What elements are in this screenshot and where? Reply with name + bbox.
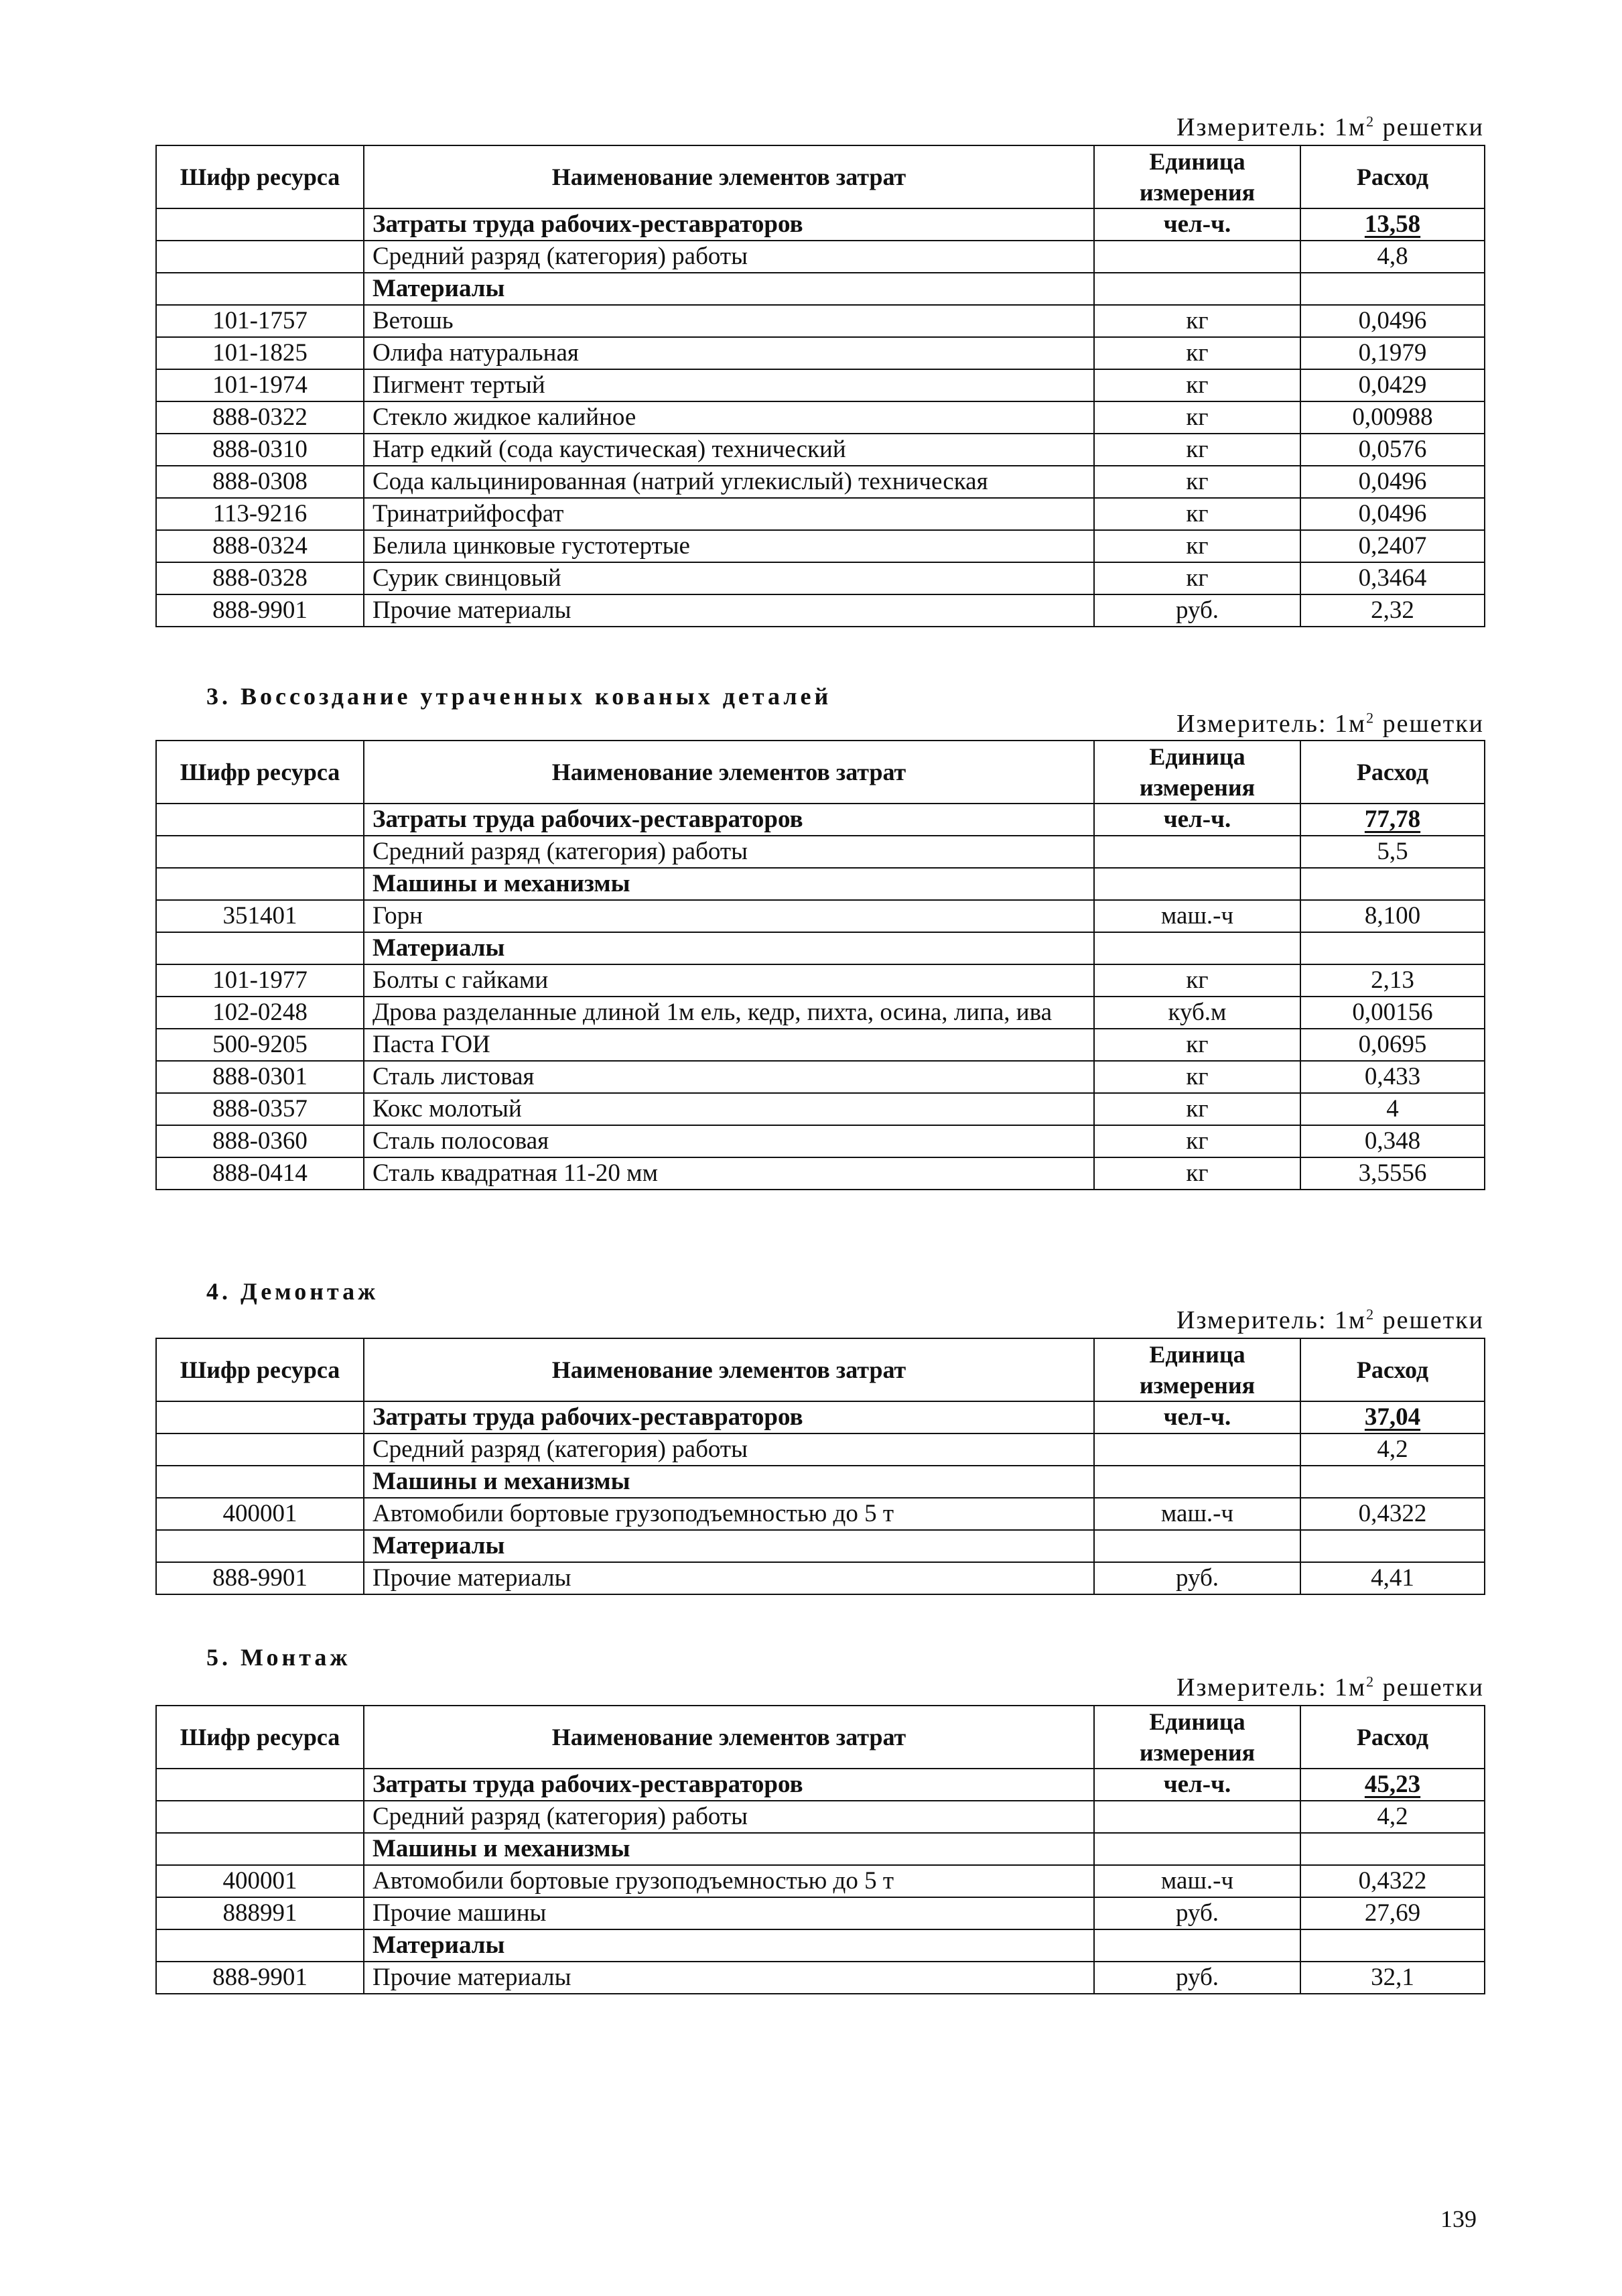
cell-code: 888-0324 <box>156 530 364 562</box>
table-header-row <box>156 741 1485 804</box>
cell-amount <box>1300 1466 1485 1498</box>
cell-code: 113-9216 <box>156 498 364 530</box>
resource-table <box>155 145 1485 627</box>
table-row <box>156 1929 1485 1962</box>
cell-amount: 0,0429 <box>1300 369 1485 401</box>
cell-code: 500-9205 <box>156 1029 364 1061</box>
header-unit: Единица измерения <box>1094 145 1300 208</box>
cell-code <box>156 1929 364 1962</box>
table-row <box>156 1498 1485 1530</box>
cell-amount: 77,78 <box>1300 804 1485 836</box>
table-row <box>156 241 1485 273</box>
cell-name: Прочие материалы <box>364 1962 1094 1994</box>
cell-amount: 2,32 <box>1300 594 1485 627</box>
table-row <box>156 369 1485 401</box>
table-row <box>156 1833 1485 1865</box>
cell-code: 888-0328 <box>156 562 364 594</box>
cell-name: Материалы <box>364 1530 1094 1562</box>
cell-unit <box>1094 1833 1300 1865</box>
cell-name: Сталь квадратная 11-20 мм <box>364 1157 1094 1190</box>
cell-amount: 4,2 <box>1300 1433 1485 1466</box>
cell-unit <box>1094 932 1300 964</box>
table-row <box>156 997 1485 1029</box>
cell-unit <box>1094 836 1300 868</box>
cell-name: Машины и механизмы <box>364 868 1094 900</box>
table-row <box>156 1125 1485 1157</box>
cell-name: Материалы <box>364 273 1094 305</box>
cell-code <box>156 1833 364 1865</box>
cell-unit: маш.-ч <box>1094 1498 1300 1530</box>
cell-amount <box>1300 1530 1485 1562</box>
cell-amount: 45,23 <box>1300 1769 1485 1801</box>
cell-name: Сталь листовая <box>364 1061 1094 1093</box>
cell-amount: 0,0576 <box>1300 434 1485 466</box>
cell-unit <box>1094 1466 1300 1498</box>
cell-code <box>156 1801 364 1833</box>
cell-amount: 3,5556 <box>1300 1157 1485 1190</box>
cell-unit: кг <box>1094 1029 1300 1061</box>
table-row <box>156 1466 1485 1498</box>
section-title: 3. Воссоздание утраченных кованых деталей <box>206 683 832 710</box>
resource-table <box>155 1705 1485 1994</box>
table-header-row <box>156 145 1485 208</box>
cell-amount <box>1300 1833 1485 1865</box>
cell-code: 888-0310 <box>156 434 364 466</box>
cell-code: 102-0248 <box>156 997 364 1029</box>
header-code: Шифр ресурса <box>156 1338 364 1401</box>
cell-amount: 0,3464 <box>1300 562 1485 594</box>
cell-unit: чел-ч. <box>1094 208 1300 241</box>
table-row <box>156 1029 1485 1061</box>
cell-unit: руб. <box>1094 1897 1300 1929</box>
cell-amount: 4,2 <box>1300 1801 1485 1833</box>
cell-unit <box>1094 1530 1300 1562</box>
cell-name: Прочие материалы <box>364 1562 1094 1594</box>
cell-unit: кг <box>1094 401 1300 434</box>
table-row <box>156 273 1485 305</box>
cell-name: Затраты труда рабочих-реставраторов <box>364 1401 1094 1433</box>
cell-name: Олифа натуральная <box>364 337 1094 369</box>
cell-unit: кг <box>1094 964 1300 997</box>
cell-amount: 32,1 <box>1300 1962 1485 1994</box>
cell-amount: 5,5 <box>1300 836 1485 868</box>
cell-name: Машины и механизмы <box>364 1833 1094 1865</box>
cell-name: Паста ГОИ <box>364 1029 1094 1061</box>
table-header-row <box>156 1706 1485 1769</box>
cell-name: Машины и механизмы <box>364 1466 1094 1498</box>
table-row <box>156 1157 1485 1190</box>
table-row <box>156 964 1485 997</box>
table-row <box>156 466 1485 498</box>
cell-unit <box>1094 1801 1300 1833</box>
cell-unit: руб. <box>1094 1562 1300 1594</box>
header-amount: Расход <box>1300 145 1485 208</box>
cell-name: Сталь полосовая <box>364 1125 1094 1157</box>
cell-name: Автомобили бортовые грузоподъемностью до 5 т <box>364 1865 1094 1897</box>
cell-name: Натр едкий (сода каустическая) технический <box>364 434 1094 466</box>
cell-amount: 8,100 <box>1300 900 1485 932</box>
cell-code: 888-9901 <box>156 1962 364 1994</box>
cell-code <box>156 273 364 305</box>
cell-code: 101-1825 <box>156 337 364 369</box>
section-title: 4. Демонтаж <box>206 1278 379 1305</box>
cell-unit: кг <box>1094 369 1300 401</box>
cell-unit: руб. <box>1094 1962 1300 1994</box>
table-row <box>156 1769 1485 1801</box>
cell-amount: 0,0496 <box>1300 498 1485 530</box>
cell-name: Ветошь <box>364 305 1094 337</box>
cell-unit: куб.м <box>1094 997 1300 1029</box>
header-amount: Расход <box>1300 1338 1485 1401</box>
cell-unit: кг <box>1094 466 1300 498</box>
cell-code <box>156 1466 364 1498</box>
measure-unit-label: Измеритель: $1м^2$ решетки <box>1176 709 1484 738</box>
section-title: 5. Монтаж <box>206 1644 351 1671</box>
header-code: Шифр ресурса <box>156 145 364 208</box>
cell-amount: 0,00156 <box>1300 997 1485 1029</box>
cell-name: Пигмент тертый <box>364 369 1094 401</box>
table-row <box>156 208 1485 241</box>
cell-name: Средний разряд (категория) работы <box>364 1801 1094 1833</box>
cell-unit: руб. <box>1094 594 1300 627</box>
cell-unit: кг <box>1094 1157 1300 1190</box>
table-row <box>156 530 1485 562</box>
table-row <box>156 1061 1485 1093</box>
cell-name: Затраты труда рабочих-реставраторов <box>364 208 1094 241</box>
table-row <box>156 1530 1485 1562</box>
table-row <box>156 1962 1485 1994</box>
cell-code: 888-0414 <box>156 1157 364 1190</box>
cell-unit <box>1094 1433 1300 1466</box>
cell-unit: кг <box>1094 1125 1300 1157</box>
cell-amount <box>1300 932 1485 964</box>
cell-unit: маш.-ч <box>1094 1865 1300 1897</box>
cell-name: Затраты труда рабочих-реставраторов <box>364 1769 1094 1801</box>
cell-name: Сурик свинцовый <box>364 562 1094 594</box>
table-row <box>156 337 1485 369</box>
cell-code <box>156 836 364 868</box>
cell-code: 888-0357 <box>156 1093 364 1125</box>
cell-unit: чел-ч. <box>1094 1401 1300 1433</box>
cell-unit: кг <box>1094 305 1300 337</box>
page-number: 139 <box>1440 2206 1477 2232</box>
table-row <box>156 932 1485 964</box>
cell-code <box>156 932 364 964</box>
cell-amount <box>1300 868 1485 900</box>
cell-unit: кг <box>1094 337 1300 369</box>
cell-amount: 0,4322 <box>1300 1498 1485 1530</box>
cell-code: 888-0360 <box>156 1125 364 1157</box>
measure-unit-label: Измеритель: $1м^2$ решетки <box>1176 1673 1484 1702</box>
cell-unit <box>1094 241 1300 273</box>
cell-code: 888-9901 <box>156 1562 364 1594</box>
cell-name: Автомобили бортовые грузоподъемностью до 5 т <box>364 1498 1094 1530</box>
header-code: Шифр ресурса <box>156 741 364 804</box>
table-row <box>156 900 1485 932</box>
cell-amount: 2,13 <box>1300 964 1485 997</box>
cell-code <box>156 241 364 273</box>
cell-unit: кг <box>1094 1093 1300 1125</box>
cell-unit: кг <box>1094 434 1300 466</box>
cell-code: 101-1974 <box>156 369 364 401</box>
cell-code: 888-9901 <box>156 594 364 627</box>
resource-table <box>155 1338 1485 1595</box>
header-code: Шифр ресурса <box>156 1706 364 1769</box>
measure-unit-label: Измеритель: $1м^2$ решетки <box>1176 113 1484 141</box>
cell-code: 888-0322 <box>156 401 364 434</box>
cell-name: Тринатрийфосфат <box>364 498 1094 530</box>
cell-unit: кг <box>1094 498 1300 530</box>
cell-code: 888991 <box>156 1897 364 1929</box>
cell-name: Горн <box>364 900 1094 932</box>
cell-unit <box>1094 868 1300 900</box>
table-row <box>156 305 1485 337</box>
table-row <box>156 562 1485 594</box>
table-row <box>156 868 1485 900</box>
table-row <box>156 498 1485 530</box>
cell-code <box>156 868 364 900</box>
cell-unit: кг <box>1094 530 1300 562</box>
cell-code <box>156 1769 364 1801</box>
cell-name: Материалы <box>364 1929 1094 1962</box>
table-row <box>156 1801 1485 1833</box>
table-row <box>156 594 1485 627</box>
table-row <box>156 1865 1485 1897</box>
table-row <box>156 1401 1485 1433</box>
table-row <box>156 1562 1485 1594</box>
table-header-row <box>156 1338 1485 1401</box>
cell-amount: 0,0496 <box>1300 305 1485 337</box>
cell-name: Стекло жидкое калийное <box>364 401 1094 434</box>
cell-name: Кокс молотый <box>364 1093 1094 1125</box>
header-amount: Расход <box>1300 741 1485 804</box>
table-row <box>156 1093 1485 1125</box>
cell-name: Средний разряд (категория) работы <box>364 241 1094 273</box>
cell-amount: 0,00988 <box>1300 401 1485 434</box>
cell-amount: 0,348 <box>1300 1125 1485 1157</box>
cell-code: 888-0301 <box>156 1061 364 1093</box>
cell-unit <box>1094 273 1300 305</box>
cell-amount: 4 <box>1300 1093 1485 1125</box>
cell-name: Прочие машины <box>364 1897 1094 1929</box>
measure-unit-label: Измеритель: $1м^2$ решетки <box>1176 1305 1484 1334</box>
cell-name: Дрова разделанные длиной 1м ель, кедр, пихта, осина, липа, ива <box>364 997 1094 1029</box>
cell-code: 101-1977 <box>156 964 364 997</box>
cell-code: 400001 <box>156 1865 364 1897</box>
cell-amount: 13,58 <box>1300 208 1485 241</box>
table-row <box>156 401 1485 434</box>
cell-unit: маш.-ч <box>1094 900 1300 932</box>
cell-name: Затраты труда рабочих-реставраторов <box>364 804 1094 836</box>
header-name: Наименование элементов затрат <box>364 741 1094 804</box>
table-row <box>156 1897 1485 1929</box>
cell-amount: 0,0496 <box>1300 466 1485 498</box>
header-unit: Единица измерения <box>1094 741 1300 804</box>
cell-amount: 0,0695 <box>1300 1029 1485 1061</box>
cell-amount: 27,69 <box>1300 1897 1485 1929</box>
cell-name: Болты с гайками <box>364 964 1094 997</box>
cell-name: Прочие материалы <box>364 594 1094 627</box>
cell-unit <box>1094 1929 1300 1962</box>
cell-amount: 4,41 <box>1300 1562 1485 1594</box>
cell-code <box>156 804 364 836</box>
header-name: Наименование элементов затрат <box>364 1706 1094 1769</box>
cell-name: Средний разряд (категория) работы <box>364 836 1094 868</box>
cell-code <box>156 208 364 241</box>
header-name: Наименование элементов затрат <box>364 145 1094 208</box>
cell-amount: 4,8 <box>1300 241 1485 273</box>
cell-amount <box>1300 273 1485 305</box>
table-row <box>156 804 1485 836</box>
resource-table <box>155 740 1485 1190</box>
cell-code <box>156 1433 364 1466</box>
cell-amount: 0,4322 <box>1300 1865 1485 1897</box>
cell-unit: кг <box>1094 562 1300 594</box>
cell-amount: 37,04 <box>1300 1401 1485 1433</box>
cell-amount: 0,433 <box>1300 1061 1485 1093</box>
cell-name: Материалы <box>364 932 1094 964</box>
cell-unit: чел-ч. <box>1094 804 1300 836</box>
cell-name: Сода кальцинированная (натрий углекислый) техническая <box>364 466 1094 498</box>
cell-amount: 0,1979 <box>1300 337 1485 369</box>
header-unit: Единица измерения <box>1094 1338 1300 1401</box>
header-unit: Единица измерения <box>1094 1706 1300 1769</box>
table-row <box>156 1433 1485 1466</box>
cell-code <box>156 1401 364 1433</box>
cell-unit: чел-ч. <box>1094 1769 1300 1801</box>
table-row <box>156 434 1485 466</box>
cell-code: 400001 <box>156 1498 364 1530</box>
cell-code <box>156 1530 364 1562</box>
cell-code: 888-0308 <box>156 466 364 498</box>
cell-name: Средний разряд (категория) работы <box>364 1433 1094 1466</box>
cell-amount: 0,2407 <box>1300 530 1485 562</box>
cell-name: Белила цинковые густотертые <box>364 530 1094 562</box>
table-row <box>156 836 1485 868</box>
header-amount: Расход <box>1300 1706 1485 1769</box>
cell-unit: кг <box>1094 1061 1300 1093</box>
header-name: Наименование элементов затрат <box>364 1338 1094 1401</box>
cell-amount <box>1300 1929 1485 1962</box>
cell-code: 351401 <box>156 900 364 932</box>
cell-code: 101-1757 <box>156 305 364 337</box>
